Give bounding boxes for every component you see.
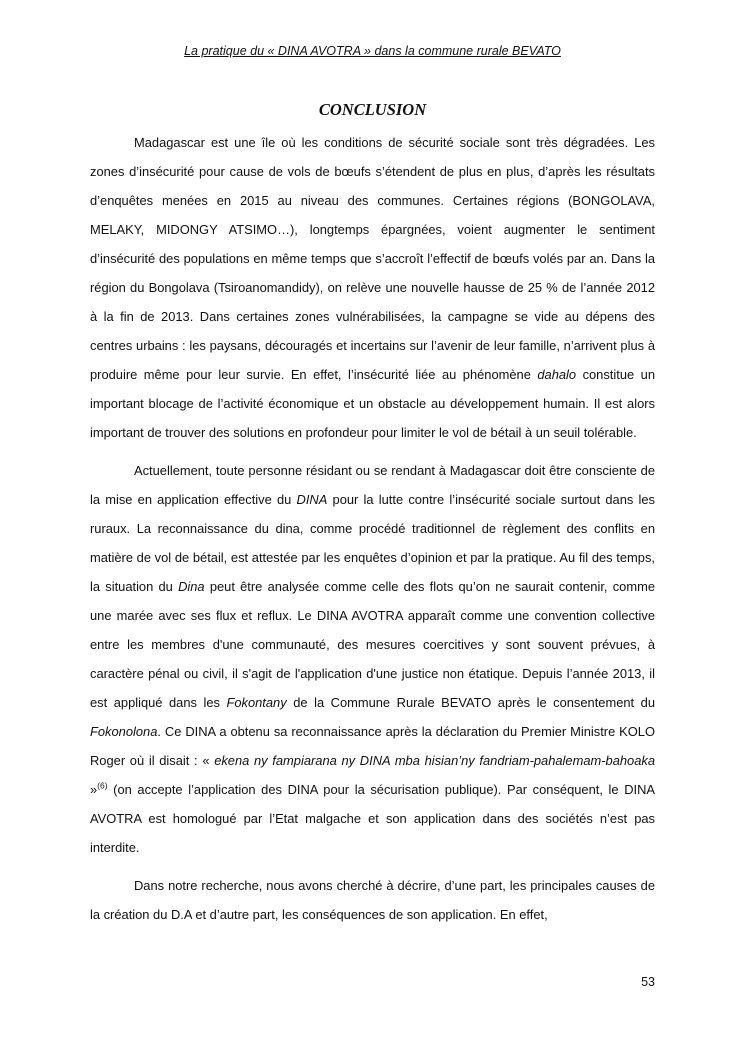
text-segment: constitue un important blocage de l’activité économique et un obstacle au développement humain. Il est alors important de trouver des solutions en profondeur pour limiter le vol de bétail à un seuil tolérable. — [90, 367, 655, 440]
text-segment: Actuellement, toute personne résidant ou se rendant à Madagascar doit être consciente de la mise en application effective du — [90, 463, 655, 507]
text-segment: . Ce DINA a obtenu sa reconnaissance après la déclaration du Premier Ministre KOLO Roger où il disait : « — [90, 724, 655, 768]
text-segment: » — [90, 782, 98, 797]
text-segment: Dans notre recherche, nous avons cherché à décrire, d’une part, les principales causes de la création du D.A et d’autre part, les conséquences de son application. En effet, — [90, 878, 655, 922]
italic-term-fokonolona: Fokonolona — [90, 724, 158, 739]
text-segment: pour la lutte contre l’insécurité sociale surtout dans les ruraux. La reconnaissance du dina, comme procédé traditionnel de règlement des conflits en matière de vol de bétail, est attestée par les enquêtes d’opinion et par la pratique. Au fil des temps, la situation du — [90, 492, 655, 594]
italic-quote-malagasy: ekena ny fampiarana ny DINA mba hisian’ny fandriam-pahalemam-bahoaka — [214, 753, 655, 768]
text-segment: peut être analysée comme celle des flots qu’on ne saurait contenir, comme une marée avec ses flux et reflux. Le DINA AVOTRA apparaît comme une convention collective entre les membres d'une communauté, des mesures coercitives y sont souvent prévues, à caractère pénal ou civil, il s'agit de l'application d'une justice non étatique. Depuis l’année 2013, il est appliqué dans les — [90, 579, 655, 710]
italic-term-dina: DINA — [296, 492, 328, 507]
paragraph-2 — [90, 456, 655, 862]
paragraph-1 — [90, 128, 655, 447]
text-segment: Madagascar est une île où les conditions de sécurité sociale sont très dégradées. Les zones d’insécurité pour cause de vols de bœufs s’étendent de plus en plus, d’après les résultats d’enquêtes menées en 2015 au niveau des communes. Certaines régions (BONGOLAVA, MELAKY, MIDONGY ATSIMO…), longtemps épargnées, voient augmenter le sentiment d’insécurité des populations en même temps que s’accroît l’effectif de bœufs volés par an. Dans la région du Bongolava (Tsiroanomandidy), on relève une nouvelle hausse de 25 % de l’année 2012 à la fin de 2013. Dans certaines zones vulnérabilisées, la campagne se vide au dépens des centres urbains : les paysans, découragés et incertains sur l’avenir de leur famille, n’arrivent plus à produire même pour leur survie. En effet, l’insécurité liée au phénomène — [90, 135, 655, 382]
italic-term-dina: Dina — [178, 579, 205, 594]
footnote-reference: (6) — [97, 780, 108, 791]
conclusion-body — [90, 128, 655, 929]
page-number: 53 — [641, 975, 655, 989]
italic-term-dahalo: dahalo — [537, 367, 577, 382]
italic-term-fokontany: Fokontany — [226, 695, 287, 710]
paragraph-3 — [90, 871, 655, 929]
text-segment: (on accepte l’application des DINA pour la sécurisation publique). Par conséquent, le DINA AVOTRA est homologué par l’Etat malgache et son application dans des sociétés n’est pas interdite. — [90, 782, 655, 855]
section-title: CONCLUSION — [318, 100, 427, 119]
running-header: La pratique du « DINA AVOTRA » dans la commune rurale BEVATO — [184, 44, 561, 58]
text-segment: de la Commune Rurale BEVATO après le consentement du — [286, 695, 655, 710]
